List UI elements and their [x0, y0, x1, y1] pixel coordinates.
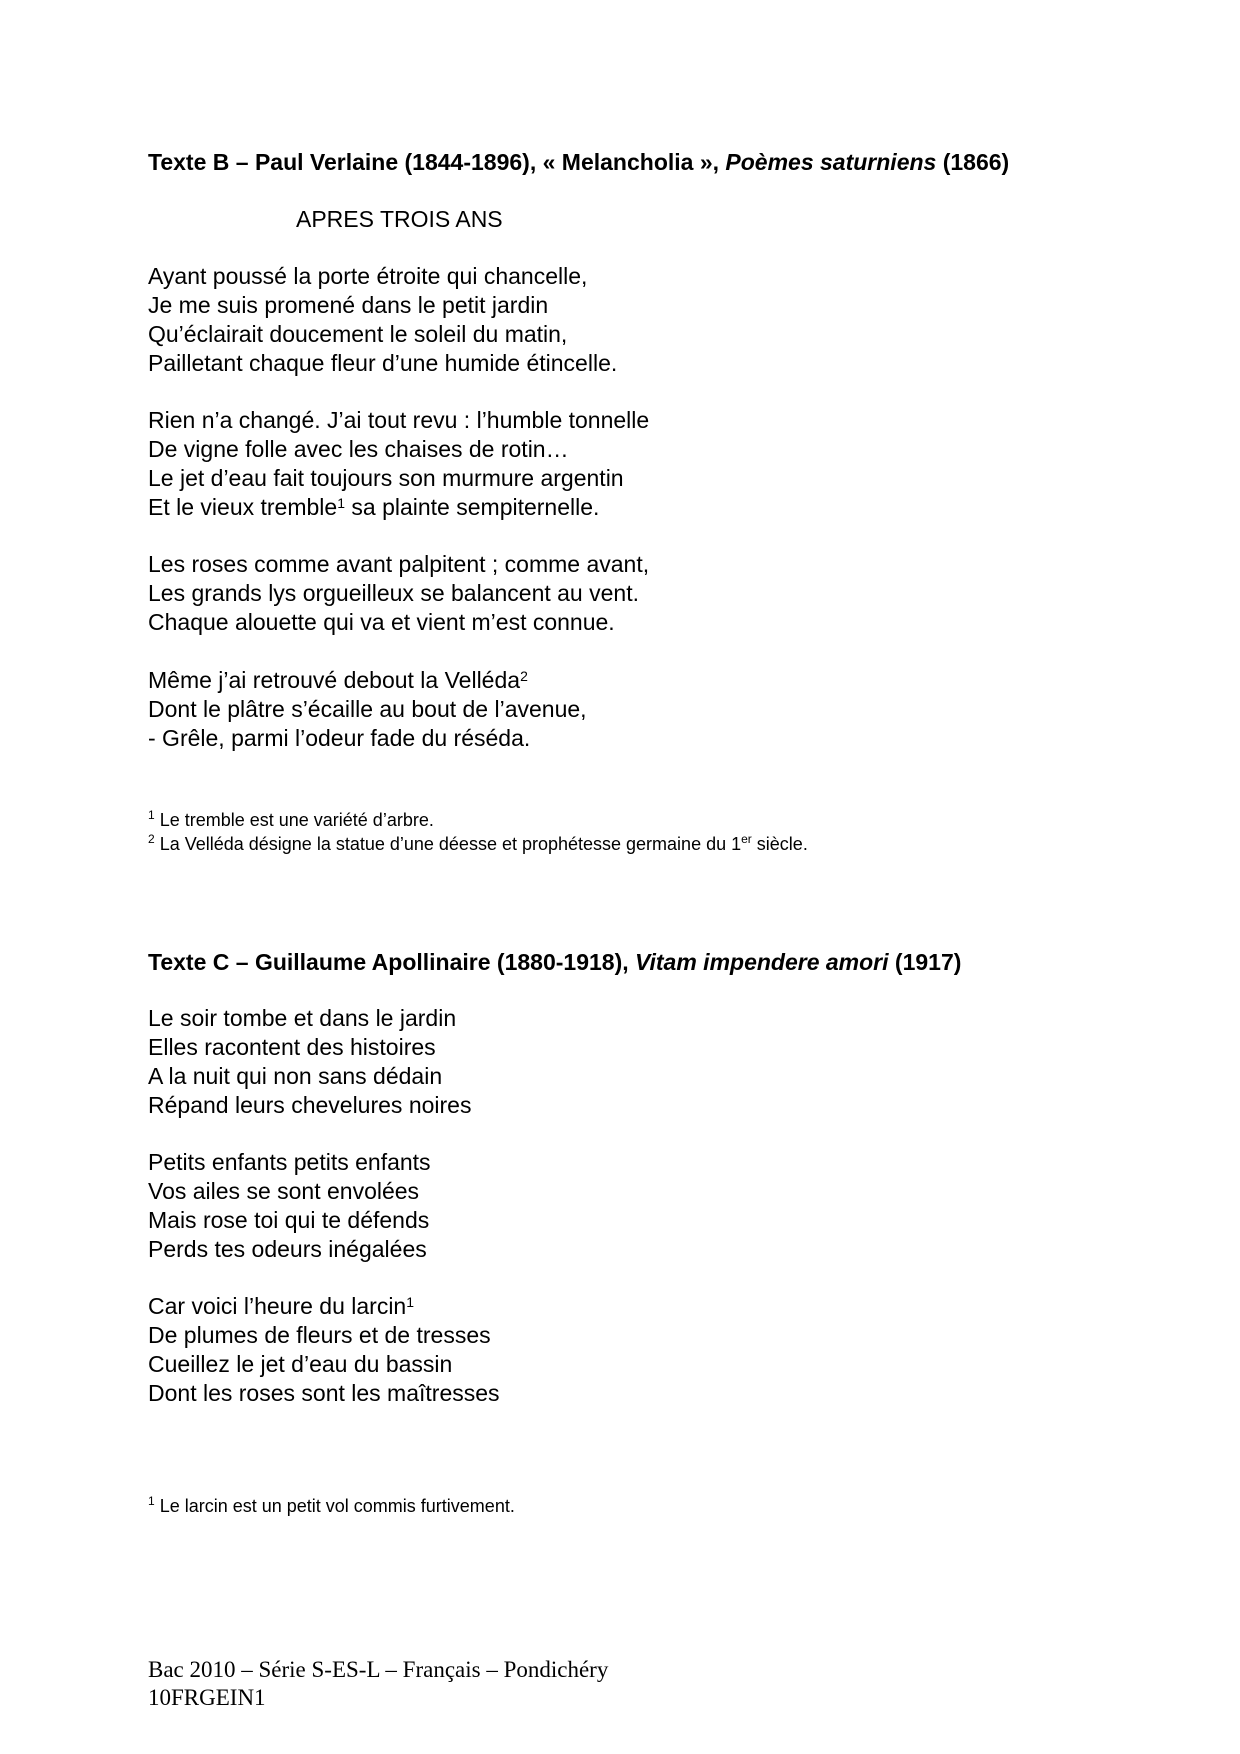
footnote-number: 1	[148, 808, 155, 822]
footnote-text: Le larcin est un petit vol commis furtivement.	[154, 1496, 515, 1516]
poem-line: Qu’éclairait doucement le soleil du matin,	[148, 321, 568, 347]
texte-b-poem-title: APRES TROIS ANS	[296, 206, 503, 232]
page-footer	[148, 1656, 1148, 1712]
poem-line-text: Et le vieux tremble	[148, 494, 338, 520]
poem-line: Elles racontent des histoires	[148, 1034, 436, 1060]
texte-c-stanza-2	[148, 1148, 1148, 1264]
footer-code-line: 10FRGEIN1	[148, 1685, 266, 1710]
poem-line: Le jet d’eau fait toujours son murmure argentin	[148, 465, 624, 491]
poem-line: Dont les roses sont les maîtresses	[148, 1380, 500, 1406]
footnote-superscript: er	[741, 832, 752, 846]
footer-exam-line: Bac 2010 – Série S-ES-L – Français – Pondichéry	[148, 1657, 609, 1682]
footnote-number: 2	[148, 832, 155, 846]
texte-c-stanza-3	[148, 1292, 1148, 1408]
poem-line-with-footnote	[148, 493, 1148, 522]
poem-line: Les roses comme avant palpitent ; comme avant,	[148, 551, 650, 577]
footnote-ref: 2	[520, 668, 528, 685]
poem-line: Les grands lys orgueilleux se balancent au vent.	[148, 580, 639, 606]
texte-b-stanza-2	[148, 406, 1148, 522]
texte-c-stanza-1	[148, 1004, 1148, 1120]
poem-line: De vigne folle avec les chaises de rotin…	[148, 436, 569, 462]
texte-c-footnotes	[148, 1494, 1148, 1518]
footnote-text: siècle.	[751, 834, 808, 854]
poem-line: Vos ailes se sont envolées	[148, 1178, 420, 1204]
footnote-ref: 1	[406, 1294, 415, 1311]
footnote-ref: 1	[337, 495, 345, 512]
texte-c-heading-work: Vitam impendere amori	[635, 949, 889, 975]
poem-line: Pailletant chaque fleur d’une humide étincelle.	[148, 350, 618, 376]
poem-line-with-footnote	[148, 1292, 1148, 1321]
poem-line-with-footnote	[148, 666, 1148, 695]
footnote-number: 1	[148, 1494, 155, 1508]
texte-b-heading	[148, 148, 1148, 176]
texte-b-heading-year: (1866)	[936, 149, 1010, 175]
poem-line: A la nuit qui non sans dédain	[148, 1063, 443, 1089]
texte-b-stanza-3	[148, 550, 1148, 637]
poem-line: Mais rose toi qui te défends	[148, 1207, 430, 1233]
poem-line: De plumes de fleurs et de tresses	[148, 1322, 491, 1348]
texte-c-heading	[148, 948, 1148, 976]
footnote	[148, 1494, 1148, 1518]
texte-b-stanza-1	[148, 262, 1148, 378]
footnote	[148, 808, 1148, 832]
poem-line: Répand leurs chevelures noires	[148, 1092, 472, 1118]
poem-line: Chaque alouette qui va et vient m’est connue.	[148, 609, 615, 635]
texte-c-heading-prefix: Texte C – Guillaume Apollinaire (1880-1918),	[148, 949, 636, 975]
texte-b-footnotes	[148, 808, 1148, 856]
poem-line-text: Même j’ai retrouvé debout la Velléda	[148, 667, 521, 693]
texte-b-heading-prefix: Texte B – Paul Verlaine (1844-1896), « Melancholia »,	[148, 149, 726, 175]
poem-line: Perds tes odeurs inégalées	[148, 1236, 427, 1262]
poem-line: - Grêle, parmi l’odeur fade du réséda.	[148, 725, 531, 751]
footnote	[148, 832, 1148, 856]
poem-line: Petits enfants petits enfants	[148, 1149, 431, 1175]
footnote-text: Le tremble est une variété d’arbre.	[154, 810, 434, 830]
poem-line-text: sa plainte sempiternelle.	[345, 494, 600, 520]
texte-b-heading-work: Poèmes saturniens	[725, 149, 937, 175]
texte-c-heading-year: (1917)	[888, 949, 962, 975]
poem-line: Le soir tombe et dans le jardin	[148, 1005, 457, 1031]
poem-line-text: Car voici l’heure du larcin	[148, 1293, 407, 1319]
footnote-text: La Velléda désigne la statue d’une déesse et prophétesse germaine du 1	[154, 834, 742, 854]
poem-line: Dont le plâtre s’écaille au bout de l’avenue,	[148, 696, 587, 722]
poem-line: Cueillez le jet d’eau du bassin	[148, 1351, 453, 1377]
texte-b-stanza-4	[148, 666, 1148, 753]
poem-line: Je me suis promené dans le petit jardin	[148, 292, 549, 318]
poem-line: Rien n’a changé. J’ai tout revu : l’humble tonnelle	[148, 407, 650, 433]
poem-line: Ayant poussé la porte étroite qui chancelle,	[148, 263, 588, 289]
